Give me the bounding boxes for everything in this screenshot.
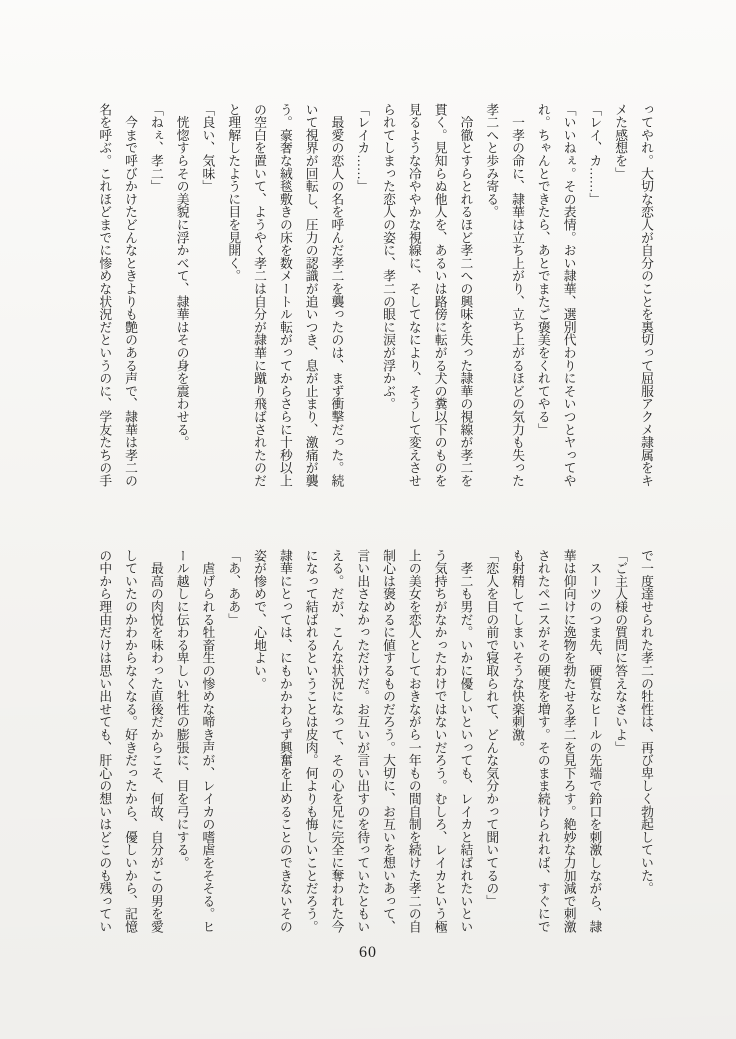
paragraph: 「ご主人様の質問に答えなさいよ」 [613,549,628,754]
paragraph: 「レイカ……」 [355,103,370,193]
paragraph: で一度達せられた孝二の牡性は、再び卑しく勃起していた。 [639,549,653,895]
page-number: 60 [359,944,377,961]
upper-text-block [90,103,658,487]
paragraph: 「レイ、カ……」 [587,103,602,206]
paragraph: 「あ、ああ」 [226,549,241,626]
paragraph: 一孝の命に、隷華は立ち上がり、立ち上がるほどの気力も失った孝二へと歩み寄る。 [484,103,525,487]
paragraph: 最愛の恋人の名を呼んだ孝二を襲ったのは、まず衝撃だった。続いて視界が回転し、圧力の認識が追いつき、息が止まり、激痛が襲う。豪奢な絨毯敷きの床を数メートル転がってからさらに十秒以上の空白を置いて、ようやく孝二は自分が隷華に蹴り飛ばされたのだと理解したように目を見開く。 [226,103,344,487]
paragraph: 孝二も男だ。いかに優しいといっても、レイカと結ばれたいという気持ちがなかったわけではないだろう。むしろ、レイカという極上の美女を恋人としておきながら一年もの間自制を続けた孝二の自制心は褒めるに値するものだろう。大切に、お互いを想いあって、言い出さなかっただけだ。お互いが言い出すのを待っていたともいえる。だが、こんな状況になって、その心を兄に完全に奪われた今になって結ばれるということは皮肉。何よりも悔しいことだろう。隷華にとっては、にもかかわらず興奮を止めることのできないその姿が惨めで、心地よい。 [252,549,473,933]
paragraph: スーツのつま先、硬質なヒールの先端で鈴口を刺激しながら、隷華は仰向けに逸物を勃たせる孝二を見下ろす。絶妙な力加減で刺激されたペニスがその硬度を増す。そのまま続けられれば、すぐにでも射精してしまいそうな快楽刺激。 [510,549,602,933]
paragraph: 冷徹とすらとれるほど孝二への興味を失った隷華の視線が孝二を貫く。見知らぬ他人を、あるいは路傍に転がる犬の糞以下のものを見るような冷ややかな視線に、そしてなにより、そうして変えさせられてしまった恋人の姿に、孝二の眼に涙が浮かぶ。 [381,103,473,487]
paragraph: 「恋人を目の前で寝取られて、どんな気分かって聞いてるの」 [484,549,499,908]
paragraph: 「良い、気味」 [200,103,215,193]
paragraph: 「いいねぇ。その表情。おい隷華、選別代わりにそいつとヤってやれ。ちゃんとできたら、あとでまたご褒美をくれてやる」 [535,103,576,487]
lower-text-block [90,549,658,933]
paragraph: 恍惚すらその美貌に浮かべて、隷華はその身を震わせる。 [174,103,189,449]
paragraph: 今まで呼びかけたどんなときよりも艶のある声で、隷華は孝二の名を呼ぶ。これほどまでに惨めな状況だというのに、学友たちの手 [97,103,138,487]
paragraph: 虐げられる牡畜生の惨めな啼き声が、レイカの嗜虐をそそる。ヒール越しに伝わる卑しい牡性の膨張に、目を弓にする。 [174,549,215,933]
paragraph: 最高の肉悦を味わった直後だからこそ、何故、自分がこの男を愛していたのかわからなくなる。好きだったから、優しいから、記憶の中から理由だけは思い出せても、肝心の想いはどこのも残ってい [97,549,163,933]
paragraph: ってやれ。大切な恋人が自分のことを裏切って屈服アクメ隷属をキメた感想を」 [613,103,653,487]
paragraph: 「ねぇ、孝二」 [148,103,163,193]
